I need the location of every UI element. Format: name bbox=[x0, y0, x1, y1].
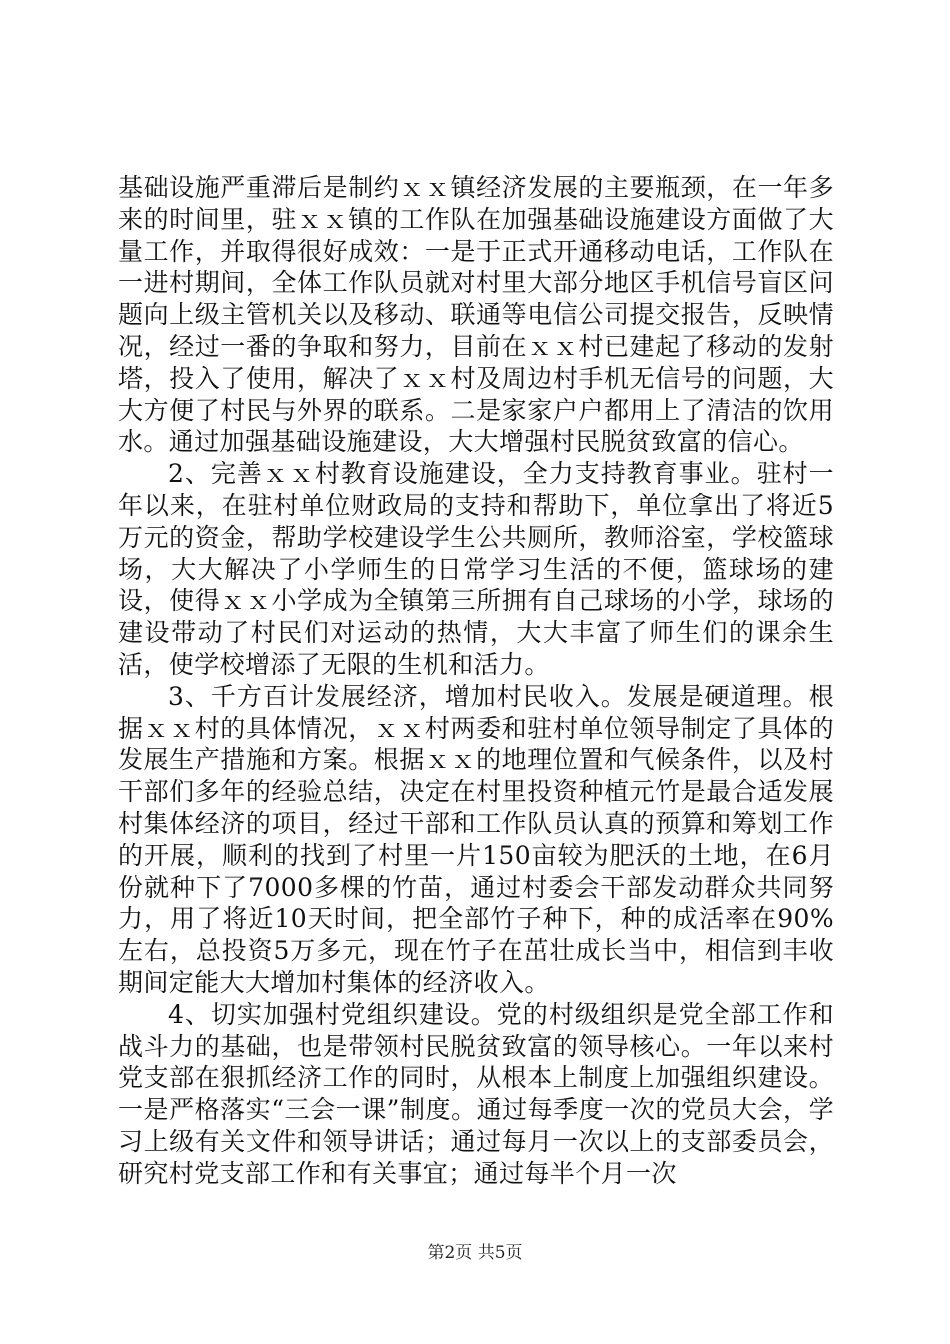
paragraph-education: 2、完善ｘｘ村教育设施建设，全力支持教育事业。驻村一年以来，在驻村单位财政局的支持和帮助下，单位拿出了将近5万元的资金，帮助学校建设学生公共厕所，教师浴室，学校篮球场，大大解决了小学师生的日常学习生活的不便，篮球场的建设，使得ｘｘ小学成为全镇第三所拥有自己球场的小学，球场的建设带动了村民们对运动的热情，大大丰富了师生们的课余生活，使学校增添了无限的生机和活力。 bbox=[118, 459, 834, 679]
paragraph-infrastructure: 基础设施严重滞后是制约ｘｘ镇经济发展的主要瓶颈，在一年多来的时间里，驻ｘｘ镇的工作队在加强基础设施建设方面做了大量工作，并取得很好成效：一是于正式开通移动电话，工作队在一进村期间，全体工作队员就对村里大部分地区手机信号盲区问题向上级主管机关以及移动、联通等电信公司提交报告，反映情况，经过一番的争取和努力，目前在ｘｘ村已建起了移动的发射塔，投入了使用，解决了ｘｘ村及周边村手机无信号的问题，大大方便了村民与外界的联系。二是家家户户都用上了清洁的饮用水。通过加强基础设施建设，大大增强村民脱贫致富的信心。 bbox=[118, 173, 834, 457]
page-number-footer: 第2页 共5页 bbox=[427, 1243, 523, 1263]
paragraph-economy: 3、千方百计发展经济，增加村民收入。发展是硬道理。根据ｘｘ村的具体情况，ｘｘ村两委和驻村单位领导制定了具体的发展生产措施和方案。根据ｘｘ的地理位置和气候条件，以及村干部们多年的经验总结，决定在村里投资种植元竹是最合适发展村集体经济的项目，经过干部和工作队员认真的预算和筹划工作的开展，顺利的找到了村里一片150亩较为肥沃的土地，在6月份就种下了7000多棵的竹苗，通过村委会干部发动群众共同努力，用了将近10天时间，把全部竹子种下，种的成活率在90%左右，总投资5万多元，现在竹子在茁壮成长当中，相信到丰收期间定能大大增加村集体的经济收入。 bbox=[118, 681, 834, 997]
document-body bbox=[118, 172, 834, 1190]
paragraph-party-building: 4、切实加强村党组织建设。党的村级组织是党全部工作和战斗力的基础，也是带领村民脱贫致富的领导核心。一年以来村党支部在狠抓经济工作的同时，从根本上制度上加强组织建设。一是严格落实“三会一课”制度。通过每季度一次的党员大会，学习上级有关文件和领导讲话；通过每月一次以上的支部委员会，研究村党支部工作和有关事宜；通过每半个月一次 bbox=[118, 999, 834, 1188]
